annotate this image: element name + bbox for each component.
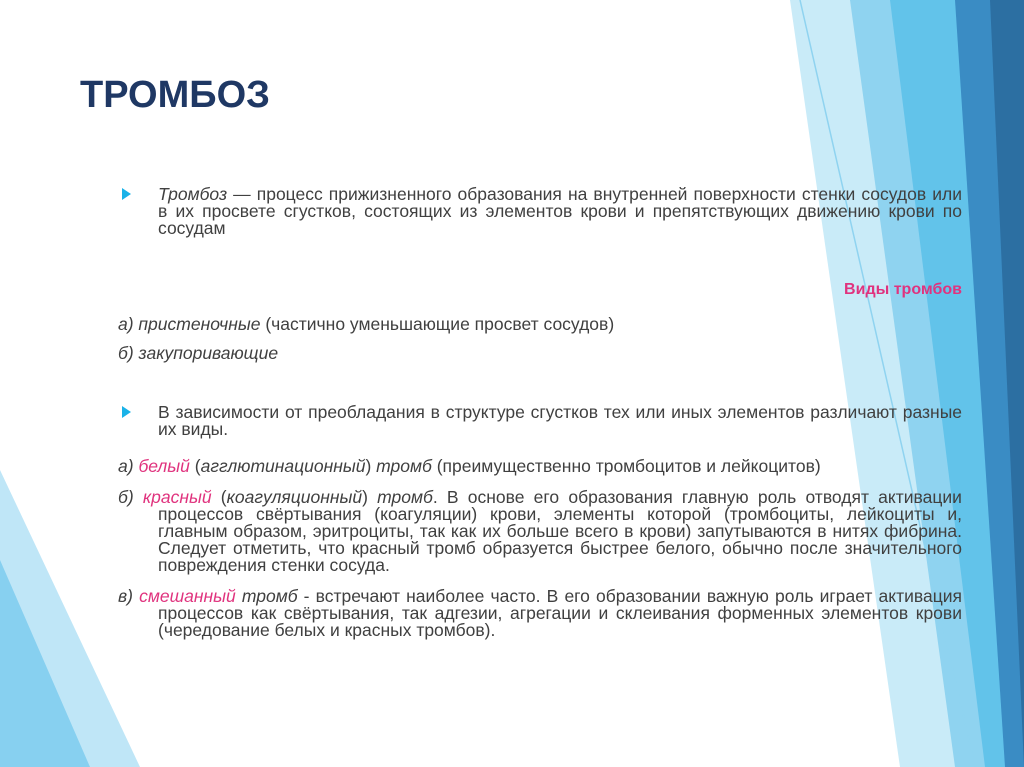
red-open-paren: ( xyxy=(211,487,227,507)
bullet-arrow-icon xyxy=(122,406,131,418)
type-a-label: а) пристеночные xyxy=(118,314,261,334)
type-a-text: (частично уменьшающие просвет сосудов) xyxy=(260,314,615,334)
definition-text: — процесс прижизненного образования на внутренней поверхности стенки сосудов или в их просвете сгустков, состоящих из элементов крови и препятствующих движению крови по сосудам xyxy=(158,184,962,238)
mixed-thrombus-paragraph xyxy=(118,588,962,639)
white-kind: агглютинационный xyxy=(200,456,366,476)
white-close-paren: ) xyxy=(365,456,377,476)
definition-paragraph xyxy=(118,186,962,237)
mixed-prefix: в) xyxy=(118,586,140,606)
red-text: . В основе его образования главную роль отводят активации процессов свёртывания (коагуляции) крови, элементы которой (тромбоциты, лейкоциты и, главным образом, эритроциты, так как их больше всего в крови) запутываются в нитях фибрина. Следует отметить, что красный тромб образуется быстрее белого, обычно после значительного повреждения стенки сосуда. xyxy=(158,487,962,575)
red-close-paren: ) xyxy=(362,487,378,507)
type-b-label: б) закупоривающие xyxy=(118,343,279,363)
dependence-paragraph xyxy=(118,404,962,438)
definition-term: Тромбоз xyxy=(158,184,228,204)
red-prefix: б) xyxy=(118,487,143,507)
dependence-text: В зависимости от преобладания в структуре сгустков тех или иных элементов различают разные их виды. xyxy=(158,402,962,439)
mixed-thrombus-word: тромб xyxy=(235,586,298,606)
red-thrombus-paragraph xyxy=(118,489,962,574)
red-thrombus-word: тромб xyxy=(377,487,433,507)
white-prefix: а) xyxy=(118,456,139,476)
red-kind: коагуляционный xyxy=(226,487,363,507)
bullet-arrow-icon xyxy=(122,188,131,200)
white-color-word: белый xyxy=(138,456,190,476)
mixed-color-word: смешанный xyxy=(139,586,236,606)
type-b-line xyxy=(118,345,962,362)
white-text: (преимущественно тромбоцитов и лейкоцитов) xyxy=(431,456,821,476)
white-thrombus-paragraph xyxy=(118,458,962,475)
white-open-paren: ( xyxy=(189,456,201,476)
slide-content xyxy=(118,186,962,639)
red-color-word: красный xyxy=(142,487,212,507)
slide-title: ТРОМБОЗ xyxy=(80,74,270,116)
type-a-line xyxy=(118,316,962,333)
white-thrombus-word: тромб xyxy=(376,456,432,476)
types-heading: Виды тромбов xyxy=(844,281,962,298)
mixed-text: - встречают наиболее часто. В его образовании важную роль играет активация процессов как свёртывания, так адгезии, агрегации и склеивания форменных элементов крови (чередование белых и красных тромбов). xyxy=(158,586,962,640)
